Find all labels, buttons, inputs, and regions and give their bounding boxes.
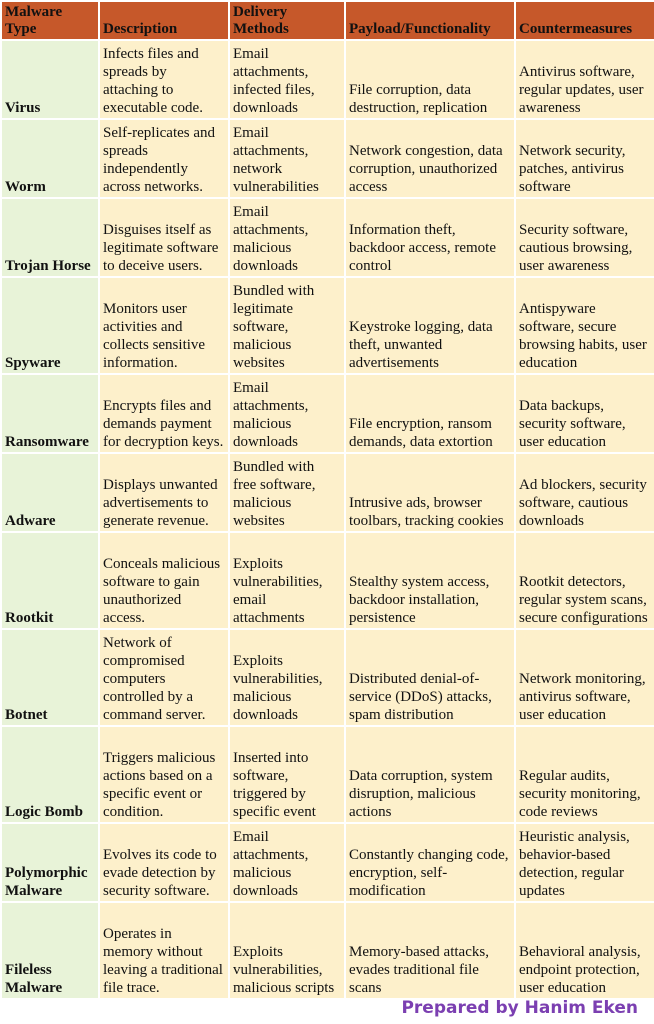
description-cell: Evolves its code to evade detection by security software. — [100, 824, 228, 901]
description-cell: Displays unwanted advertisements to generate revenue. — [100, 454, 228, 531]
payload-cell: Distributed denial-of-service (DDoS) attacks, spam distribution — [346, 630, 514, 725]
description-cell: Infects files and spreads by attaching to executable code. — [100, 41, 228, 118]
countermeasures-cell: Antivirus software, regular updates, user awareness — [516, 41, 654, 118]
description-cell: Self-replicates and spreads independently across networks. — [100, 120, 228, 197]
delivery-cell: Bundled with legitimate software, malicious websites — [230, 278, 344, 373]
payload-cell: Keystroke logging, data theft, unwanted advertisements — [346, 278, 514, 373]
payload-cell: Memory-based attacks, evades traditional file scans — [346, 903, 514, 998]
delivery-cell: Bundled with free software, malicious websites — [230, 454, 344, 531]
payload-cell: Information theft, backdoor access, remote control — [346, 199, 514, 276]
table-row — [2, 727, 654, 822]
countermeasures-cell: Network security, patches, antivirus software — [516, 120, 654, 197]
table-row — [2, 903, 654, 998]
table-row — [2, 630, 654, 725]
table-row — [2, 278, 654, 373]
malware-type-cell: Rootkit — [2, 533, 98, 628]
table-row — [2, 375, 654, 452]
payload-cell: Data corruption, system disruption, malicious actions — [346, 727, 514, 822]
countermeasures-cell: Antispyware software, secure browsing habits, user education — [516, 278, 654, 373]
countermeasures-cell: Heuristic analysis, behavior-based detection, regular updates — [516, 824, 654, 901]
delivery-cell: Inserted into software, triggered by specific event — [230, 727, 344, 822]
countermeasures-cell: Ad blockers, security software, cautious downloads — [516, 454, 654, 531]
delivery-cell: Email attachments, malicious downloads — [230, 199, 344, 276]
delivery-cell: Email attachments, network vulnerabilities — [230, 120, 344, 197]
description-cell: Monitors user activities and collects sensitive information. — [100, 278, 228, 373]
countermeasures-cell: Data backups, security software, user education — [516, 375, 654, 452]
malware-type-cell: Spyware — [2, 278, 98, 373]
description-cell: Triggers malicious actions based on a specific event or condition. — [100, 727, 228, 822]
table-row — [2, 41, 654, 118]
header-payload: Payload/Functionality — [346, 2, 514, 39]
table-row — [2, 454, 654, 531]
payload-cell: File encryption, ransom demands, data extortion — [346, 375, 514, 452]
countermeasures-cell: Network monitoring, antivirus software, user education — [516, 630, 654, 725]
countermeasures-cell: Behavioral analysis, endpoint protection, user education — [516, 903, 654, 998]
delivery-cell: Email attachments, malicious downloads — [230, 375, 344, 452]
header-malware-type: Malware Type — [2, 2, 98, 39]
header-countermeasures: Countermeasures — [516, 2, 654, 39]
header-description: Description — [100, 2, 228, 39]
countermeasures-cell: Regular audits, security monitoring, code reviews — [516, 727, 654, 822]
table-row — [2, 199, 654, 276]
table-row — [2, 824, 654, 901]
description-cell: Conceals malicious software to gain unauthorized access. — [100, 533, 228, 628]
payload-cell: Constantly changing code, encryption, self-modification — [346, 824, 514, 901]
author-credit: Prepared by Hanim Eken — [401, 998, 638, 1018]
description-cell: Encrypts files and demands payment for decryption keys. — [100, 375, 228, 452]
delivery-cell: Email attachments, malicious downloads — [230, 824, 344, 901]
payload-cell: Stealthy system access, backdoor installation, persistence — [346, 533, 514, 628]
delivery-cell: Exploits vulnerabilities, malicious scripts — [230, 903, 344, 998]
description-cell: Operates in memory without leaving a traditional file trace. — [100, 903, 228, 998]
malware-type-cell: Fileless Malware — [2, 903, 98, 998]
malware-type-cell: Virus — [2, 41, 98, 118]
malware-type-cell: Worm — [2, 120, 98, 197]
malware-type-cell: Trojan Horse — [2, 199, 98, 276]
malware-type-cell: Botnet — [2, 630, 98, 725]
malware-type-cell: Adware — [2, 454, 98, 531]
table-row — [2, 120, 654, 197]
countermeasures-cell: Security software, cautious browsing, user awareness — [516, 199, 654, 276]
description-cell: Network of compromised computers controlled by a command server. — [100, 630, 228, 725]
delivery-cell: Exploits vulnerabilities, malicious downloads — [230, 630, 344, 725]
table-row — [2, 533, 654, 628]
malware-type-cell: Ransomware — [2, 375, 98, 452]
malware-type-cell: Polymorphic Malware — [2, 824, 98, 901]
delivery-cell: Exploits vulnerabilities, email attachments — [230, 533, 344, 628]
header-delivery-methods: Delivery Methods — [230, 2, 344, 39]
delivery-cell: Email attachments, infected files, downloads — [230, 41, 344, 118]
payload-cell: Intrusive ads, browser toolbars, tracking cookies — [346, 454, 514, 531]
description-cell: Disguises itself as legitimate software to deceive users. — [100, 199, 228, 276]
payload-cell: File corruption, data destruction, replication — [346, 41, 514, 118]
malware-type-cell: Logic Bomb — [2, 727, 98, 822]
countermeasures-cell: Rootkit detectors, regular system scans, secure configurations — [516, 533, 654, 628]
header-row — [2, 2, 654, 39]
payload-cell: Network congestion, data corruption, unauthorized access — [346, 120, 514, 197]
